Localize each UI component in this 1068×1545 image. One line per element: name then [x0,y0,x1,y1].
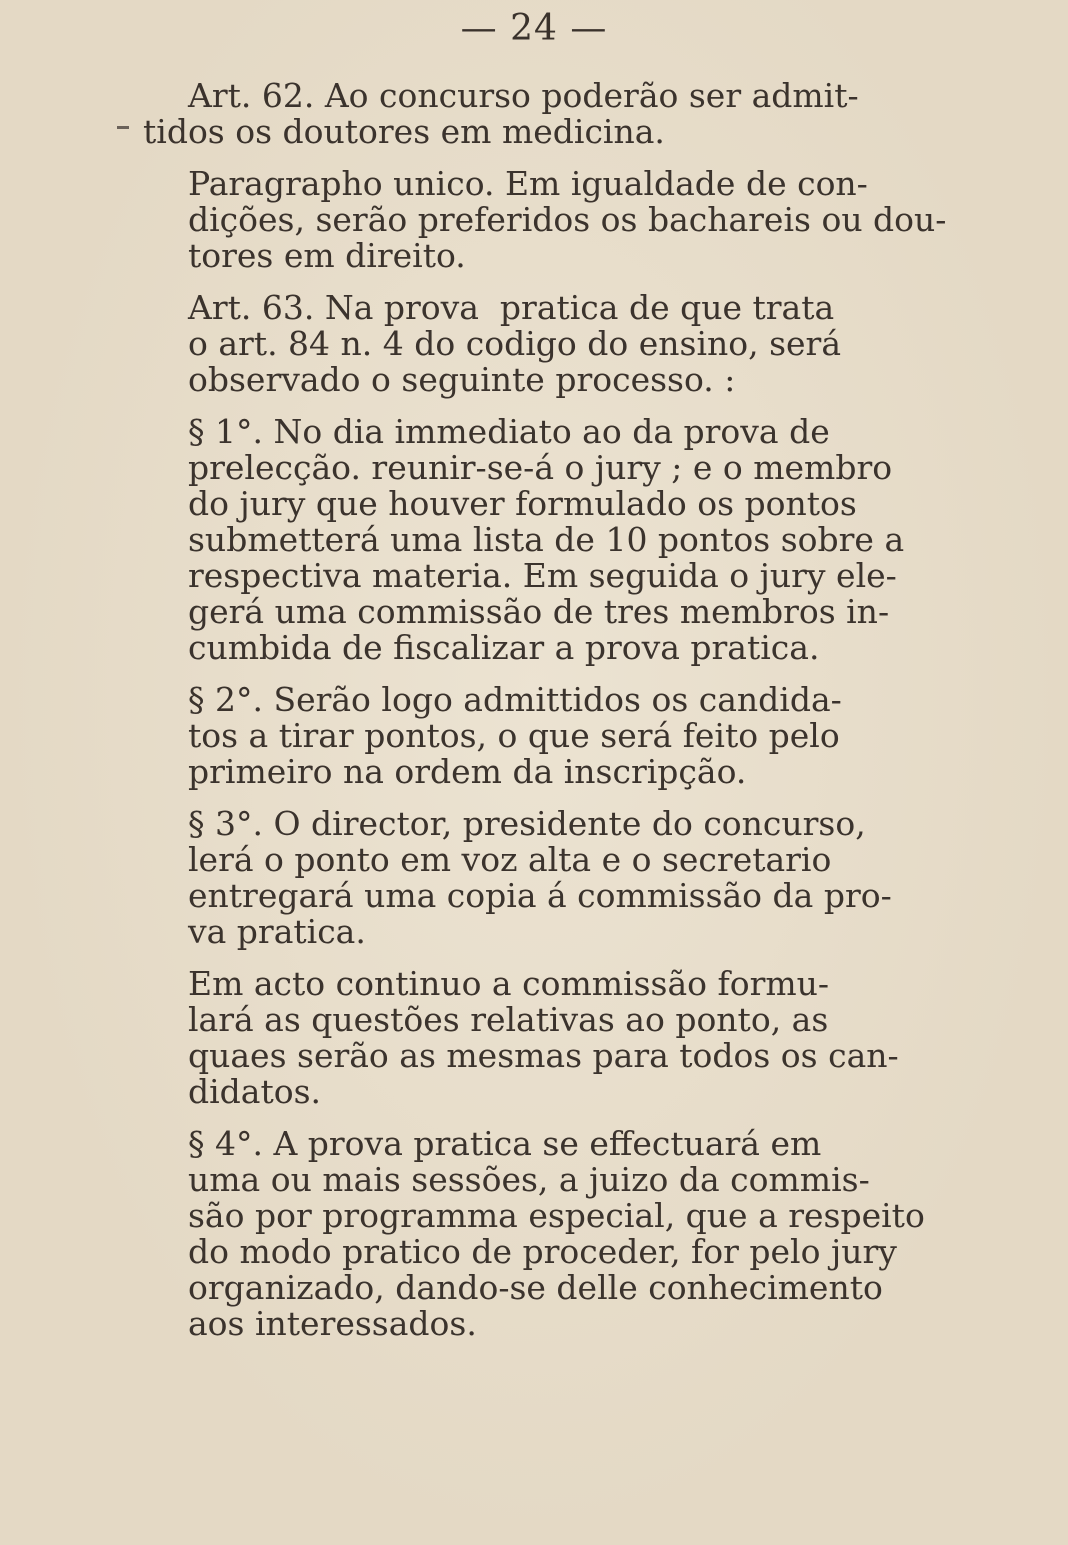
text-line: gerá uma commissão de tres membros in- [188,592,890,631]
text-line: observado o seguinte processo. : [188,360,736,399]
text-line: Art. 62. Ao concurso poderão ser admit- [188,76,859,115]
text-line: primeiro na ordem da inscripção. [188,752,747,791]
text-line: didatos. [188,1072,322,1111]
text-line: § 2°. Serão logo admittidos os candida- [188,680,842,719]
text-line: o art. 84 n. 4 do codigo do ensino, será [188,324,842,363]
text-line: Em acto continuo a commissão formu- [188,964,830,1003]
text-line: organizado, dando-se delle conhecimento [188,1268,883,1307]
paragraph-em-acto-continuo [143,966,943,1110]
text-line: § 1°. No dia immediato ao da prova de [188,412,830,451]
text-line: quaes serão as mesmas para todos os can- [188,1036,899,1075]
text-line: Art. 63. Na prova pratica de que trata [188,288,835,327]
page-body [143,76,947,1358]
page-number: — 24 — [460,8,608,49]
text-line: § 3°. O director, presidente do concurso, [188,804,866,843]
text-line: cumbida de fiscalizar a prova pratica. [188,628,820,667]
print-mark [117,126,129,129]
text-line: do jury que houver formulado os pontos [188,484,857,523]
paragraph-section-4 [143,1126,943,1342]
text-line: lerá o ponto em voz alta e o secretario [188,840,832,879]
text-line: tidos os doutores em medicina. [143,112,665,151]
text-line: do modo pratico de proceder, for pelo jury [188,1232,897,1271]
text-line: § 4°. A prova pratica se effectuará em [188,1124,822,1163]
text-line: submetterá uma lista de 10 pontos sobre a [188,520,905,559]
paragraph-section-3 [143,806,943,950]
paragraph-art-63 [143,290,943,398]
text-line: tores em direito. [188,236,466,275]
text-line: são por programma especial, que a respeito [188,1196,925,1235]
text-line: respectiva materia. Em seguida o jury ele- [188,556,897,595]
paragraph-paragrapho-unico [143,164,947,275]
text-line: tos a tirar pontos, o que será feito pelo [188,716,840,755]
text-line: dições, serão preferidos os bachareis ou dou- [188,200,947,239]
text-line: prelecção. reunir-se-á o jury ; e o membro [188,448,893,487]
paragraph-art-62 [143,78,943,150]
paragraph-section-2 [143,682,943,790]
text-line: va pratica. [188,912,366,951]
text-line: aos interessados. [188,1304,477,1343]
text-line: entregará uma copia á commissão da pro- [188,876,892,915]
text-line: Paragrapho unico. Em igualdade de con- [188,164,868,203]
paragraph-section-1 [143,414,943,666]
text-line: uma ou mais sessões, a juizo da commis- [188,1160,870,1199]
text-line: lará as questões relativas ao ponto, as [188,1000,829,1039]
